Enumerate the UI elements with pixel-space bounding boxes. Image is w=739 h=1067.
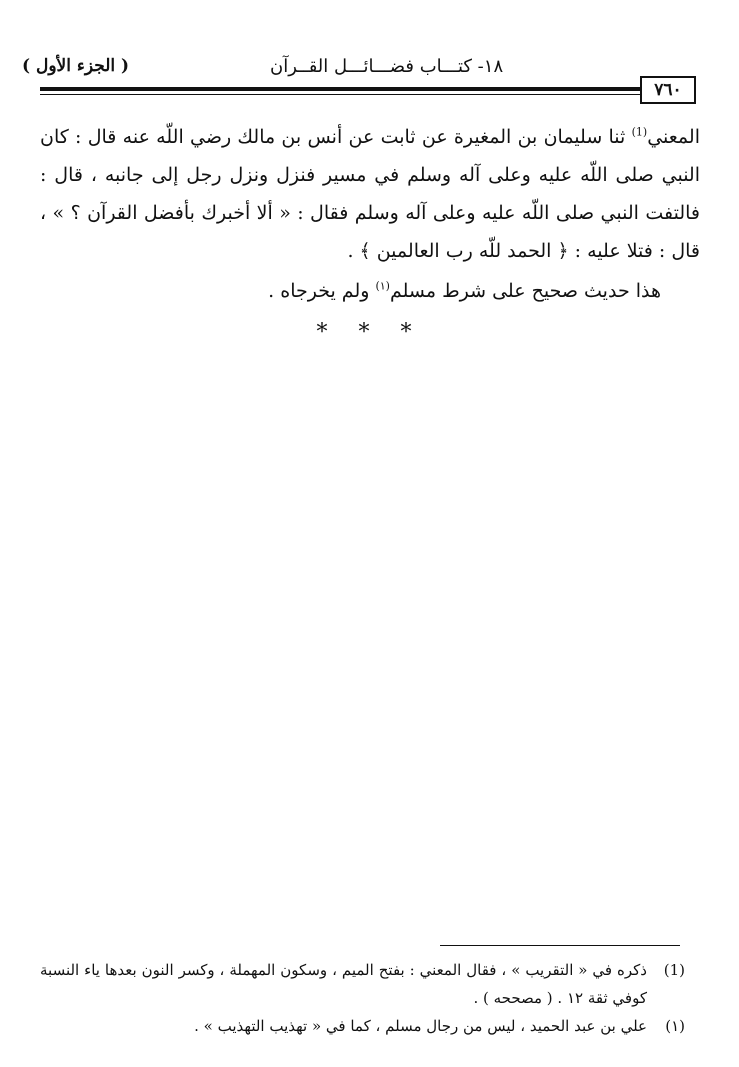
footnote-text: ذكره في « التقريب » ، فقال المعني : بفتح الميم ، وسكون المهملة ، وكسر النون بعدها ياء النسبة كوفي ثقة ١٢ . ( مصححه ) . <box>40 961 647 1007</box>
footnote-rule <box>440 945 680 946</box>
hadith-paragraph <box>40 118 700 270</box>
footnote-ref-2: (١) <box>375 279 390 293</box>
section-separator: * * * <box>316 320 424 345</box>
narrator-lead: المعني <box>647 126 700 148</box>
hadith-body: ثنا سليمان بن المغيرة عن ثابت عن أنس بن مالك رضي اللّه عنه قال : كان النبي صلى اللّه عليه وعلى آله وسلم في مسير فنزل ونزل رجل إلى جانبه ، قال : فالتفت النبي صلى اللّه عليه وعلى آله وسلم فقال : « ألا أخبرك بأفضل القرآن ؟ » ، قال : فتلا عليه : ﴿ الحمد للّه رب العالمين ﴾ . <box>40 126 700 262</box>
footnote-item <box>40 956 685 1012</box>
footnote-number: (1) <box>663 961 685 979</box>
grading-tail: ولم يخرجاه . <box>268 280 376 302</box>
footnote-ref-1: (1) <box>631 125 648 139</box>
header-rule-thick <box>40 87 640 91</box>
grading-line <box>40 272 661 310</box>
volume-label: ( الجزء الأول ) <box>22 56 130 76</box>
hadith-text <box>40 118 700 270</box>
footnote-number: (١) <box>665 1017 685 1035</box>
footnotes <box>40 956 685 1040</box>
grading-text: هذا حديث صحيح على شرط مسلم <box>389 280 661 302</box>
page-number: ٧٦٠ <box>640 76 696 104</box>
header-rule-thin <box>40 94 640 95</box>
footnote-text: علي بن عبد الحميد ، ليس من رجال مسلم ، كما في « تهذيب التهذيب » . <box>194 1017 647 1035</box>
footnote-item <box>40 1012 685 1040</box>
chapter-title: ١٨- كتـــاب فضـــائـــل القــرآن <box>270 56 504 77</box>
